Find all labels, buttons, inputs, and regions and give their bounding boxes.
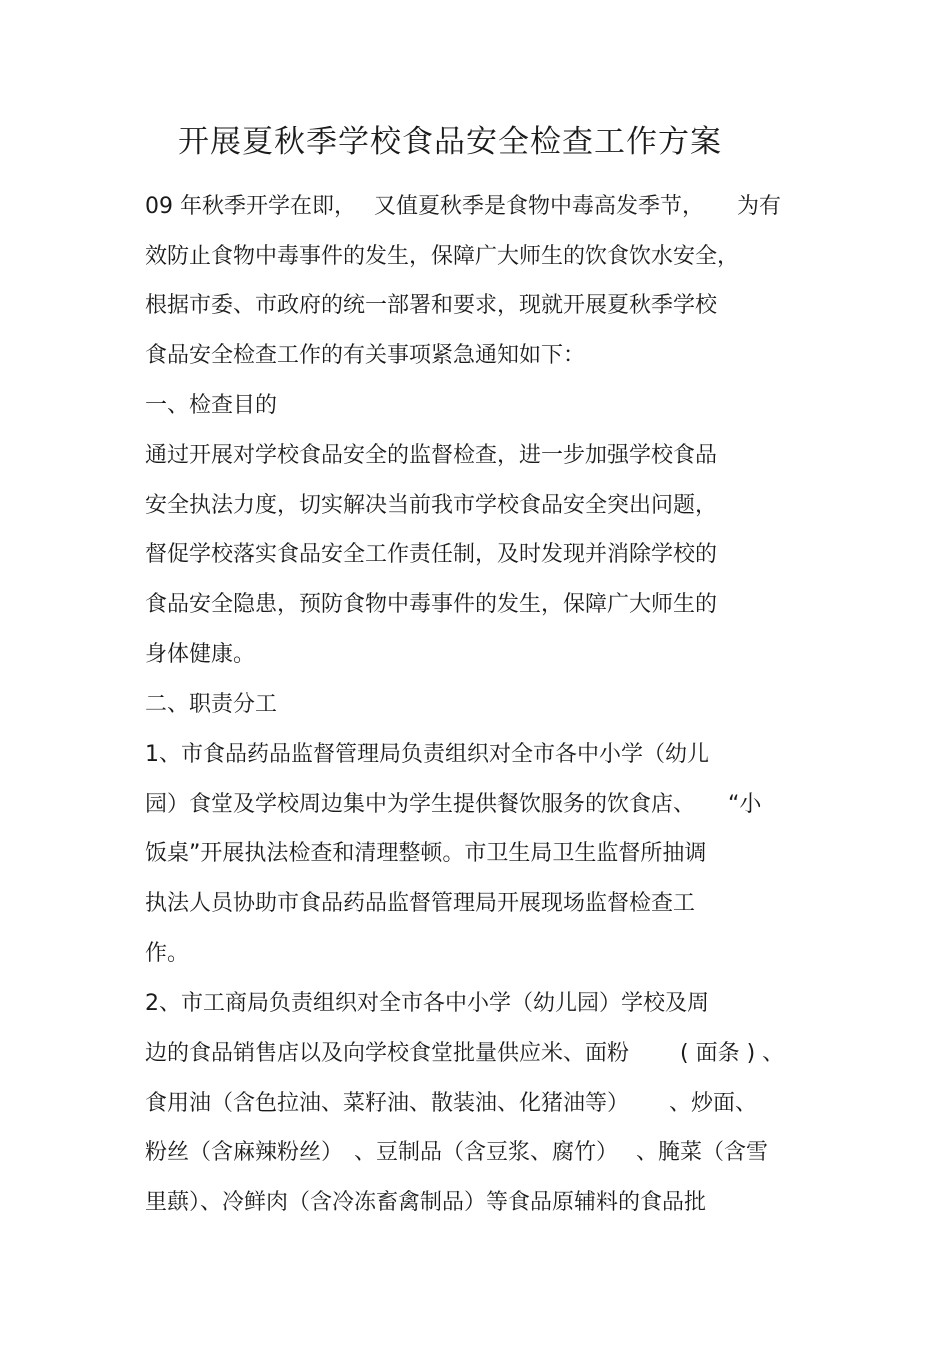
paragraph-line: 根据市委、市政府的统一部署和要求，现就开展夏秋季学校 [145,293,718,318]
paragraph-line: 督促学校落实食品安全工作责任制，及时发现并消除学校的 [145,542,718,567]
paragraph-line: 安全执法力度，切实解决当前我市学校食品安全突出问题， [145,493,718,518]
paragraph-line: 饭桌”开展执法检查和清理整顿。市卫生局卫生监督所抽调 [145,841,707,866]
paragraph-line: 食用油（含色拉油、菜籽油、散装油、化猪油等） 、炒面、 [145,1091,757,1116]
paragraph-line: 执法人员协助市食品药品监督管理局开展现场监督检查工 [145,891,696,916]
paragraph-line: 食品安全检查工作的有关事项紧急通知如下： [145,343,586,368]
paragraph-line: 效防止食物中毒事件的发生，保障广大师生的饮食饮水安全， [145,244,740,269]
paragraph-line: 粉丝（含麻辣粉丝） 、豆制品（含豆浆、腐竹） 、腌菜（含雪 [145,1140,768,1165]
paragraph-line: 作。 [145,941,190,966]
paragraph-line: 通过开展对学校食品安全的监督检查，进一步加强学校食品 [145,443,718,468]
paragraph-line: 里蕻）、冷鲜肉（含冷冻畜禽制品）等食品原辅料的食品批 [145,1190,707,1215]
paragraph-line: 09 年秋季开学在即， 又值夏秋季是食物中毒高发季节， 为有 [145,194,781,219]
paragraph-line: 身体健康。 [145,642,256,667]
paragraph-line: 园）食堂及学校周边集中为学生提供餐饮服务的饮食店、 “小 [145,792,762,817]
document-title: 开展夏秋季学校食品安全检查工作方案 [178,124,722,160]
section-heading: 二、职责分工 [145,692,278,717]
paragraph-line: 食品安全隐患，预防食物中毒事件的发生，保障广大师生的 [145,592,718,617]
paragraph-line: 1、市食品药品监督管理局负责组织对全市各中小学（幼儿 [145,742,709,767]
section-heading: 一、检查目的 [145,393,278,418]
paragraph-line: 边的食品销售店以及向学校食堂批量供应米、面粉 ( 面条 ) 、 [145,1041,785,1066]
paragraph-line: 2、市工商局负责组织对全市各中小学（幼儿园）学校及周 [145,991,709,1016]
